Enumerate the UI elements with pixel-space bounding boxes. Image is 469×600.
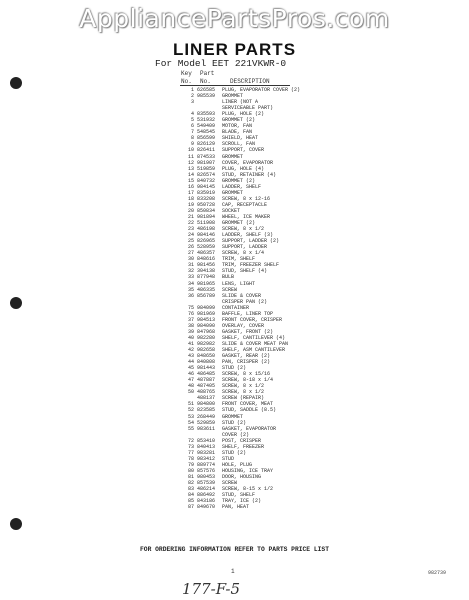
model-subtitle: For Model EET 221VKWR-0: [155, 58, 287, 69]
part-number: 984090: [197, 322, 216, 329]
part-description: SUPPORT, LADDER: [222, 244, 268, 251]
part-number: 840808: [197, 359, 216, 366]
key-number: 24: [187, 232, 194, 239]
part-description: BULB: [222, 274, 235, 281]
part-number: 833208: [197, 195, 216, 202]
part-description: FRONT COVER, MEAT: [222, 401, 274, 408]
part-header-top: Part: [200, 70, 215, 77]
key-number: 15: [187, 177, 194, 184]
description-header: DESCRIPTION: [230, 78, 270, 85]
part-description: SCREW, 8 x 15/16: [222, 371, 271, 378]
part-description: SCREW, 8 x 1/2: [222, 226, 265, 233]
table-row: [180, 504, 380, 510]
part-description: PLUG, EVAPORATOR COVER (2): [222, 87, 301, 93]
part-description: STUD, SADDLE (8.5): [222, 407, 277, 414]
part-number: 984146: [197, 232, 216, 239]
part-description: STUD (2): [222, 365, 247, 372]
part-description: SCROLL, FAN: [222, 141, 256, 148]
part-number: 889774: [197, 461, 216, 468]
key-number: 16: [187, 183, 194, 190]
part-description: SCREW: [222, 286, 238, 293]
part-number: 531932: [197, 117, 216, 124]
part-number: 874533: [197, 153, 216, 160]
part-description: TRAY, ICE (2): [222, 498, 262, 505]
key-number: 27: [187, 250, 194, 257]
part-number: 823585: [197, 407, 216, 414]
part-number: 840413: [197, 443, 216, 450]
part-number: 984099: [197, 304, 216, 311]
part-number: 487887: [197, 377, 216, 384]
page-title: LINER PARTS: [172, 40, 297, 59]
key-number: 78: [187, 455, 194, 462]
key-number: 82: [187, 480, 194, 487]
part-description: PAN, HEAT: [222, 504, 250, 511]
key-number: 33: [187, 274, 194, 281]
key-number: 38: [187, 322, 194, 329]
key-number: 48: [187, 383, 194, 390]
key-number: 26: [187, 244, 194, 251]
part-description: CONTAINER: [222, 304, 250, 311]
key-number: 10: [187, 147, 194, 154]
key-number: 17: [187, 189, 194, 196]
part-description: COVER, EVAPORATOR: [222, 159, 274, 166]
part-description: SLIDE & COVER MEAT PAN: [222, 340, 289, 347]
parts-table: [180, 87, 380, 510]
part-description: WHEEL, ICE MAKER: [222, 213, 271, 220]
part-description: LADDER, SHELF (3): [222, 232, 274, 239]
binder-hole: [10, 518, 22, 530]
part-description: SLIDE & COVER: [222, 292, 262, 299]
part-number: 981969: [197, 310, 216, 317]
part-number: 486198: [197, 226, 216, 233]
handwritten-note: 177-F-5: [182, 580, 241, 598]
part-number: 488137: [197, 395, 216, 402]
page-number: 1: [231, 568, 235, 575]
part-number: 981965: [197, 280, 216, 287]
key-number: 79: [187, 461, 194, 468]
key-number: 4: [190, 111, 194, 118]
part-number: 519859: [197, 165, 216, 172]
key-number: 55: [187, 425, 194, 432]
key-number: 31: [187, 262, 194, 269]
part-description: SCREW, 8 x 1/2: [222, 389, 265, 396]
part-number: 856599: [197, 135, 216, 142]
part-description: SUPPORT, COVER: [222, 147, 265, 154]
part-description: BLADE, FAN: [222, 129, 253, 136]
key-number: 19: [187, 201, 194, 208]
key-number: 20: [187, 207, 194, 214]
part-description: HOUSING, ICE TRAY: [222, 467, 274, 474]
key-number: 12: [187, 159, 194, 166]
key-number: 51: [187, 401, 194, 408]
key-number: 11: [187, 153, 194, 160]
part-description: GROMMET: [222, 153, 244, 160]
key-number: 5: [190, 117, 194, 124]
part-number: 982658: [197, 347, 216, 354]
part-description: OVERLAY, COVER: [222, 322, 265, 329]
part-number: 549409: [197, 123, 216, 130]
key-number: 80: [187, 467, 194, 474]
key-header-top: Key: [181, 70, 192, 77]
part-number: 848650: [197, 353, 216, 360]
part-number: 981456: [197, 262, 216, 269]
part-description: SCREW: [222, 480, 238, 487]
key-number: 41: [187, 340, 194, 347]
part-number: 826965: [197, 238, 216, 245]
part-number: 982280: [197, 334, 216, 341]
key-number: 9: [190, 141, 194, 148]
part-description: LADDER, SHELF: [222, 183, 262, 190]
key-number: 53: [187, 413, 194, 420]
part-description: PLUG, HOLE (4): [222, 165, 265, 172]
part-number: 984145: [197, 183, 216, 190]
part-description: STUD, RETAINER (4): [222, 171, 277, 178]
part-description: HOLE, PLUG: [222, 461, 253, 468]
part-description: SCREW, 8 x 12-16: [222, 195, 271, 202]
part-description: GROMMET (2): [222, 177, 256, 184]
part-number: 983611: [197, 425, 216, 432]
part-description: SERVICEABLE PART): [222, 105, 274, 112]
part-number: 857539: [197, 480, 216, 487]
part-number: 853410: [197, 437, 216, 444]
key-number: 1: [190, 87, 194, 93]
key-number: 3: [190, 99, 194, 106]
part-description: SHIELD, HEAT: [222, 135, 259, 142]
part-description: SUPPORT, LADDER (2): [222, 238, 280, 245]
part-description: SCREW, 8 x 1/2: [222, 383, 265, 390]
part-description: GROMMET: [222, 93, 244, 100]
part-description: STUD (2): [222, 419, 247, 426]
part-number: 843186: [197, 498, 216, 505]
part-description: GROMMET (2): [222, 220, 256, 227]
part-number: 826129: [197, 141, 216, 148]
part-description: SHELF, FREEZER: [222, 443, 265, 450]
key-number: 75: [187, 304, 194, 311]
part-number: 548545: [197, 129, 216, 136]
part-description: CRISPER PAN (2): [222, 298, 268, 305]
part-header-bottom: No.: [200, 78, 211, 85]
part-number: 983412: [197, 455, 216, 462]
part-description: SHELF, CANTILEVER (4): [222, 334, 286, 341]
part-number: 981443: [197, 365, 216, 372]
part-number: 982982: [197, 340, 216, 347]
part-number: 985539: [197, 93, 216, 100]
part-description: PAN, CRISPER (2): [222, 359, 271, 366]
key-number: 43: [187, 353, 194, 360]
part-description: SCREW, 8 x 1/4: [222, 250, 265, 257]
part-number: 529859: [197, 419, 216, 426]
key-number: 44: [187, 359, 194, 366]
part-number: 850834: [197, 207, 216, 214]
part-description: STUD, SHELF: [222, 492, 256, 499]
part-number: 486357: [197, 250, 216, 257]
part-number: 980453: [197, 474, 216, 480]
key-number: 76: [187, 310, 194, 317]
key-number: 85: [187, 498, 194, 505]
part-number: 826411: [197, 147, 216, 154]
part-number: 950728: [197, 201, 216, 208]
part-number: 857576: [197, 467, 216, 474]
key-number: 7: [190, 129, 194, 136]
part-description: TRIM, SHELF: [222, 256, 256, 263]
key-number: 35: [187, 286, 194, 293]
key-number: 2: [190, 93, 194, 100]
part-description: STUD, SHELF (4): [222, 268, 268, 275]
part-number: 886492: [197, 492, 216, 499]
key-number: 73: [187, 443, 194, 450]
part-description: GASKET, REAR (2): [222, 353, 271, 360]
key-number: 34: [187, 280, 194, 287]
part-description: GROMMET: [222, 189, 244, 196]
part-number: 847968: [197, 328, 216, 335]
part-description: TRIM, FREEZER SHELF: [222, 262, 280, 269]
binder-hole: [10, 77, 22, 89]
part-number: 981894: [197, 213, 216, 220]
part-description: SCREW (REPAIR): [222, 395, 265, 402]
part-number: 826574: [197, 171, 216, 178]
part-number: 849670: [197, 504, 216, 511]
key-number: 22: [187, 220, 194, 227]
key-number: 72: [187, 437, 194, 444]
part-description: STUD (2): [222, 449, 247, 456]
part-number: 835919: [197, 189, 216, 196]
key-number: 77: [187, 449, 194, 456]
key-number: 46: [187, 371, 194, 378]
part-number: 488765: [197, 389, 216, 396]
part-description: SCREW, 8-18 x 1/4: [222, 377, 274, 384]
part-number: 856789: [197, 292, 216, 299]
part-description: PLUG, HOLE (2): [222, 111, 265, 118]
watermark-logo: AppliancePartsPros.com: [79, 4, 390, 33]
key-number: 81: [187, 474, 194, 480]
part-number: 268449: [197, 413, 216, 420]
part-description: SOCKET: [222, 207, 241, 214]
key-number: 14: [187, 171, 194, 178]
part-number: 528959: [197, 244, 216, 251]
ordering-note: FOR ORDERING INFORMATION REFER TO PARTS PRICE LIST: [140, 546, 329, 553]
part-description: DOOR, HOUSING: [222, 474, 262, 480]
part-number: 877948: [197, 274, 216, 281]
key-number: 87: [187, 504, 194, 511]
part-description: MOTOR, FAN: [222, 123, 253, 130]
key-number: 42: [187, 347, 194, 354]
part-number: 840732: [197, 177, 216, 184]
key-number: 18: [187, 195, 194, 202]
part-description: LENS, LIGHT: [222, 280, 256, 287]
key-number: 54: [187, 419, 194, 426]
key-header-bottom: No.: [181, 78, 192, 85]
key-number: 8: [190, 135, 194, 142]
key-number: 13: [187, 165, 194, 172]
key-number: 84: [187, 492, 194, 499]
part-number: 511908: [197, 220, 216, 227]
key-number: 23: [187, 226, 194, 233]
part-description: STUD: [222, 455, 235, 462]
part-description: SHELF, ASM CANTILEVER: [222, 347, 286, 354]
key-number: 37: [187, 316, 194, 323]
part-description: GROMMET (2): [222, 117, 256, 124]
document-code: 982739: [428, 570, 447, 576]
part-number: 486335: [197, 286, 216, 293]
part-description: BAFFLE, LINER TOP: [222, 310, 274, 317]
key-number: 30: [187, 256, 194, 263]
part-number: 626585: [197, 87, 216, 93]
binder-hole: [10, 297, 22, 309]
part-description: CAP, RECEPTACLE: [222, 201, 268, 208]
key-number: 50: [187, 389, 194, 396]
key-number: 40: [187, 334, 194, 341]
part-number: 848616: [197, 256, 216, 263]
part-number: 835593: [197, 111, 216, 118]
part-description: LINER (NOT A: [222, 99, 259, 106]
part-description: COVER (2): [222, 431, 250, 438]
key-number: 52: [187, 407, 194, 414]
part-number: 983281: [197, 449, 216, 456]
part-description: GROMMET: [222, 413, 244, 420]
part-number: 981907: [197, 159, 216, 166]
part-description: SCREW, 8-15 x 1/2: [222, 486, 274, 493]
part-description: POST, CRISPER: [222, 437, 262, 444]
part-number: 486214: [197, 486, 216, 493]
key-number: 47: [187, 377, 194, 384]
header-rule: [180, 85, 290, 86]
part-number: 984513: [197, 316, 216, 323]
key-number: 21: [187, 213, 194, 220]
key-number: 25: [187, 238, 194, 245]
key-number: 32: [187, 268, 194, 275]
part-description: GASKET, FRONT (2): [222, 328, 274, 335]
key-number: 36: [187, 292, 194, 299]
part-number: 984800: [197, 401, 216, 408]
key-number: 45: [187, 365, 194, 372]
part-number: 304138: [197, 268, 216, 275]
part-description: GASKET, EVAPORATOR: [222, 425, 277, 432]
key-number: 6: [190, 123, 194, 130]
key-number: 39: [187, 328, 194, 335]
key-number: 83: [187, 486, 194, 493]
part-description: FRONT COVER, CRISPER: [222, 316, 283, 323]
part-number: 487405: [197, 383, 216, 390]
part-number: 486485: [197, 371, 216, 378]
